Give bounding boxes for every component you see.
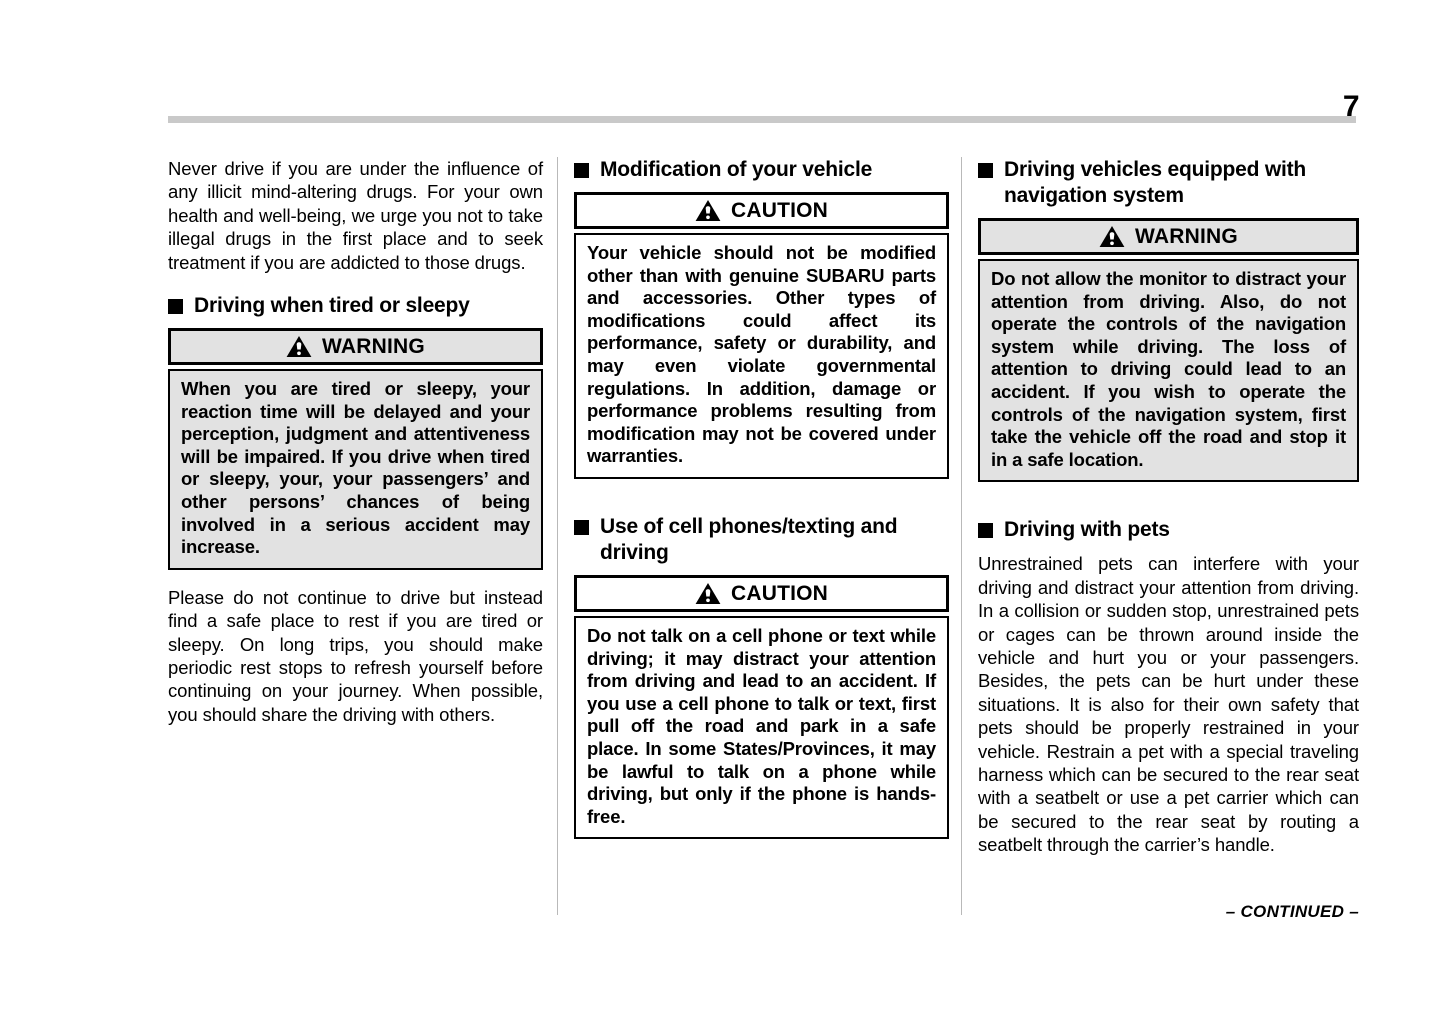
section-heading-label: Driving when tired or sleepy	[194, 294, 470, 318]
caution-box-title: CAUTION	[730, 581, 829, 605]
warning-box-header	[168, 328, 543, 365]
page-number: 7	[1342, 90, 1359, 123]
caution-box-text: Do not talk on a cell phone or text while driving; it may distract your attention from driving and lead to an accident. If you use a cell phone to talk or text, first pull off the road and park in a safe place. In some States/Provinces, it may be lawful to talk on a phone while driving, but only if the phone is hands-free.	[574, 616, 949, 839]
column-2	[574, 157, 949, 845]
continued-footer: – CONTINUED –	[1225, 902, 1359, 921]
caution-box-cell-phones	[574, 575, 949, 839]
caution-box-title: CAUTION	[730, 199, 829, 222]
caution-box-header	[574, 575, 949, 612]
intro-paragraph: Never drive if you are under the influence of any illicit mind-altering drugs. For your own health and well-being, we urge you not to take illegal drugs in the first place and to seek treatment if you are addicted to those drugs.	[168, 158, 543, 273]
after-warning-paragraph: Please do not continue to drive but instead find a safe place to rest if you are tired or sleepy. On long trips, you should make periodic rest stops to refresh yourself before continuing on your journey. When possible, you should share the driving with others.	[168, 586, 543, 725]
column-divider-right	[961, 157, 962, 915]
warning-box-text: Do not allow the monitor to distract your attention from driving. Also, do not operate the controls of the navigation system while driving. The loss of attention to driving could lead to an accident. If you wish to operate the controls of the navigation system, first take the vehicle off the road and stop it in a safe location.	[978, 259, 1359, 482]
three-column-body	[168, 157, 1359, 927]
warning-triangle-icon	[1099, 225, 1125, 248]
warning-box-driving-when-tired	[168, 328, 543, 570]
caution-box-text: Your vehicle should not be modified other than with genuine SUBARU parts and accessories. Other types of modifications could affect its performance, safety or durability, and may even violate governmental regulations. In addition, damage or performance problems resulting from modification may not be covered under warranties.	[574, 233, 949, 479]
warning-box-navigation-system	[978, 218, 1359, 482]
filled-square-bullet-icon	[978, 163, 993, 178]
column-divider-left	[557, 157, 558, 915]
warning-box-text: When you are tired or sleepy, your reaction time will be delayed and your perception, judgment and attentiveness will be impaired. If you drive when tired or sleepy, your, your passengers’ and other persons’ chances of being involved in a serious accident may increase.	[168, 369, 543, 570]
warning-triangle-icon	[286, 335, 312, 358]
section-heading-cell-phones	[574, 514, 949, 566]
warning-box-title: WARNING	[1135, 225, 1238, 248]
section-heading-driving-with-pets	[978, 517, 1359, 543]
filled-square-bullet-icon	[574, 163, 589, 178]
header-rule	[168, 116, 1356, 123]
warning-box-title: WARNING	[322, 335, 425, 359]
driving-with-pets-paragraph: Unrestrained pets can interfere with your driving and distract your attention from driving. In a collision or sudden stop, unrestrained pets or cages can be thrown around inside the vehicle and hurt you or your passengers. Besides, the pets can be hurt under these situations. It is also for their own safety that pets should be properly restrained in your vehicle. Restrain a pet with a special traveling harness which can be secured to the rear seat with a seatbelt or use a pet carrier which can be secured to the rear seat by routing a seatbelt through the carrier’s handle.	[978, 553, 1359, 856]
section-heading-driving-when-tired	[168, 293, 543, 319]
filled-square-bullet-icon	[978, 523, 993, 538]
section-heading-label: Modification of your vehicle	[600, 158, 873, 181]
section-heading-modification	[574, 157, 949, 183]
section-heading-navigation-system	[978, 157, 1359, 209]
warning-box-header	[978, 218, 1359, 255]
section-heading-label: Driving with pets	[1004, 518, 1170, 542]
caution-box-modification	[574, 192, 949, 479]
column-3	[978, 157, 1359, 921]
caution-box-header	[574, 192, 949, 229]
warning-triangle-icon	[695, 199, 721, 222]
section-heading-label: Driving vehicles equipped with navigation system	[1004, 158, 1307, 207]
filled-square-bullet-icon	[168, 299, 183, 314]
section-heading-label: Use of cell phones/texting and driving	[600, 514, 898, 564]
filled-square-bullet-icon	[574, 520, 589, 535]
column-1	[168, 157, 543, 732]
warning-triangle-icon	[695, 582, 721, 605]
